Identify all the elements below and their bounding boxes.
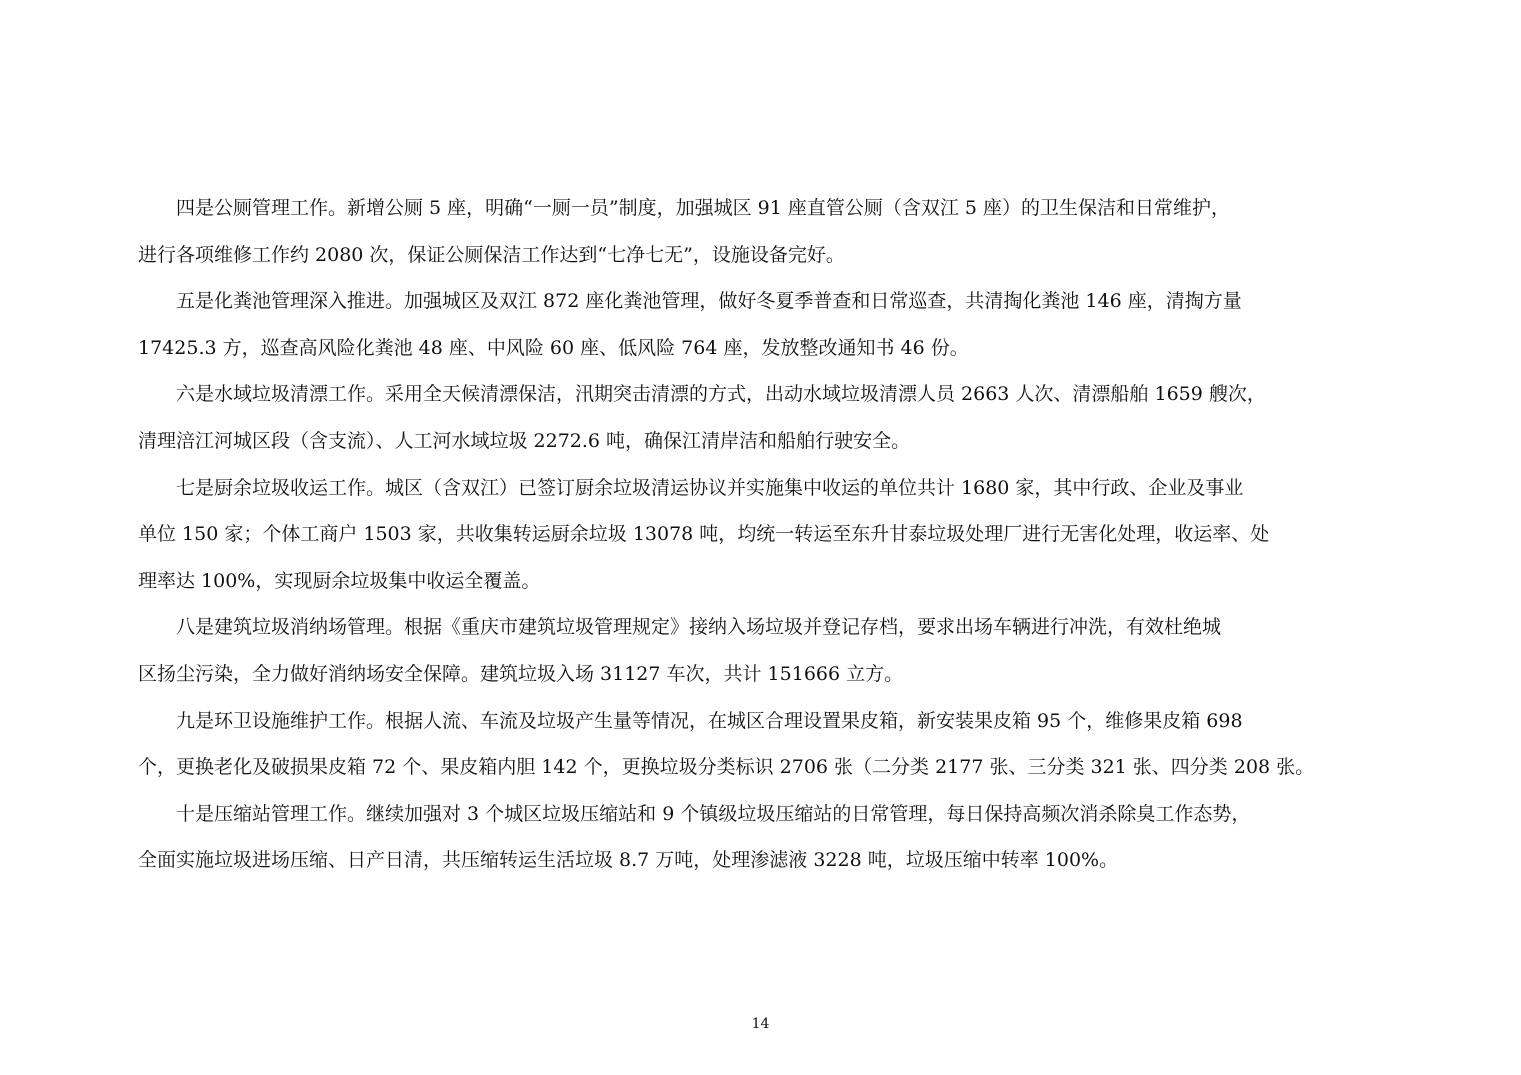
text-line: 区扬尘污染，全力做好消纳场安全保障。建筑垃圾入场 31127 车次，共计 151666 立方。 <box>138 662 904 685</box>
text-line: 进行各项维修工作约 2080 次，保证公厕保洁工作达到“七净七无”，设施设备完好。 <box>138 243 845 266</box>
text-line: 五是化粪池管理深入推进。加强城区及双江 872 座化粪池管理，做好冬夏季普查和日常巡查，共清掏化粪池 146 座，清掏方量 <box>138 290 1242 313</box>
text-line: 六是水域垃圾清漂工作。采用全天候清漂保洁，汛期突击清漂的方式，出动水域垃圾清漂人员 2663 人次、清漂船舶 1659 艘次， <box>138 383 1266 406</box>
text-line: 十是压缩站管理工作。继续加强对 3 个城区垃圾压缩站和 9 个镇级垃圾压缩站的日常管理，每日保持高频次消杀除臭工作态势， <box>138 802 1251 825</box>
text-line: 八是建筑垃圾消纳场管理。根据《重庆市建筑垃圾管理规定》接纳入场垃圾并登记存档，要求出场车辆进行冲洗，有效杜绝城 <box>138 616 1222 639</box>
page-number: 14 <box>751 1016 770 1032</box>
text-line: 四是公厕管理工作。新增公厕 5 座，明确“一厕一员”制度，加强城区 91 座直管公厕（含双江 5 座）的卫生保洁和日常维护， <box>138 197 1231 219</box>
text-line: 七是厨余垃圾收运工作。城区（含双江）已签订厨余垃圾清运协议并实施集中收运的单位共计 1680 家，其中行政、企业及事业 <box>138 476 1244 499</box>
text-line: 理率达 100%，实现厨余垃圾集中收运全覆盖。 <box>138 569 541 592</box>
text-line: 清理涪江河城区段（含支流）、人工河水域垃圾 2272.6 吨，确保江清岸洁和船舶行驶安全。 <box>138 429 911 452</box>
body-text <box>138 196 1398 895</box>
text-line: 单位 150 家；个体工商户 1503 家，共收集转运厨余垃圾 13078 吨，均统一转运至东升甘泰垃圾处理厂进行无害化处理，收运率、处 <box>138 523 1270 546</box>
text-line: 九是环卫设施维护工作。根据人流、车流及垃圾产生量等情况，在城区合理设置果皮箱，新安装果皮箱 95 个，维修果皮箱 698 <box>138 709 1243 732</box>
text-line: 全面实施垃圾进场压缩、日产日清，共压缩转运生活垃圾 8.7 万吨，处理渗滤液 3228 吨，垃圾压缩中转率 100%。 <box>138 849 1119 872</box>
text-line: 个，更换老化及破损果皮箱 72 个、果皮箱内胆 142 个，更换垃圾分类标识 2706 张（二分类 2177 张、三分类 321 张、四分类 208 张。 <box>138 756 1315 779</box>
text-line: 17425.3 方，巡查高风险化粪池 48 座、中风险 60 座、低风险 764 座，发放整改通知书 46 份。 <box>138 336 969 359</box>
